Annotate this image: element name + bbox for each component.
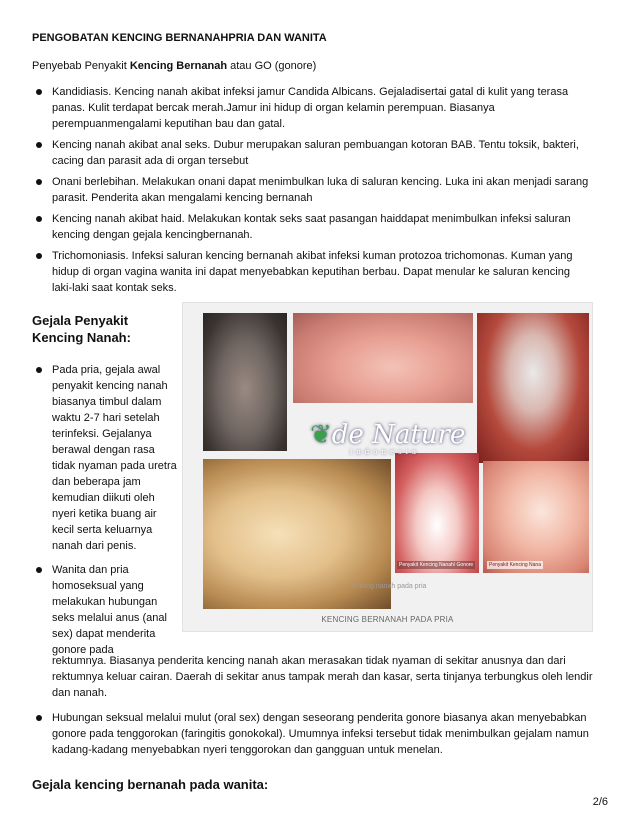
intro-prefix: Penyebab Penyakit [32, 60, 130, 72]
intro-line [32, 60, 316, 72]
photo-6 [483, 461, 589, 573]
photo-5-label: Penyakit Kencing Nanah/ Gonore [399, 562, 474, 568]
symptoms-continued: rektumnya. Biasanya penderita kencing nanah akan merasakan tidak nyaman di sekitar anusnya dan dari rektumnya keluar cairan. Daerah di sekitar anus tampak merah dan kasar, serta tinjanya terbungkus oleh lendir dan nanah. [52, 655, 593, 699]
list-item: Pada pria, gejala awal penyakit kencing nanah biasanya timbul dalam waktu 2-7 hari setelah terinfeksi. Gejalanya berawal dengan rasa tidak nyaman pada uretra dan beberapa jam kemudian diikuti oleh nyeri ketika buang air kecil serta keluarnya nanah dari penis. [32, 362, 180, 554]
symptoms-left-list [32, 362, 180, 666]
document-title: PENGOBATAN KENCING BERNANAHPRIA DAN WANITA [32, 32, 327, 44]
women-heading: Gejala kencing bernanah pada wanita: [32, 777, 269, 792]
list-item: Wanita dan pria homoseksual yang melakukan hubungan seks melalui anus (anal sex) dapat menderita gonore pada [32, 562, 180, 658]
list-item: Kencing nanah akibat haid. Melakukan kontak seks saat pasangan haiddapat menimbulkan infeksi saluran kencing dengan gejala kencingbernanah. [32, 211, 592, 243]
page-number: 2/6 [592, 796, 608, 808]
leaf-icon: ❦ [310, 420, 332, 450]
list-item: Onani berlebihan. Melakukan onani dapat menimbulkan luka di saluran kencing. Luka ini akan menjadi sarang parasit. Penderita akan mengalami kencing bernanah [32, 174, 592, 206]
figure-caption-small: Kencing nanah pada pria [348, 583, 427, 590]
intro-suffix: atau GO (gonore) [227, 60, 317, 72]
list-item: Kandidiasis. Kencing nanah akibat infeksi jamur Candida Albicans. Gejaladisertai gatal di kulit yang terasa panas. Kulit terdapat bercak merah.Jamur ini hidup di organ kelamin perempuan. Biasanya perempuanmengalami keputihan bau dan gatal. [32, 84, 592, 132]
symptoms-heading: Gejala Penyakit Kencing Nanah: [32, 313, 131, 345]
intro-bold: Kencing Bernanah [129, 60, 228, 72]
photo-3 [477, 313, 589, 463]
symptoms-bottom-list [32, 710, 602, 758]
figure-collage [182, 302, 593, 632]
photo-5 [395, 453, 479, 573]
list-item: Trichomoniasis. Infeksi saluran kencing bernanah akibat infeksi kuman protozoa trichomonas. Kuman yang hidup di organ vagina wanita ini dapat menyebabkan keputihan berbau. Dapat menular ke saluran kencing laki-laki saat kontak seks. [32, 248, 592, 296]
causes-list [32, 84, 592, 301]
photo-1 [203, 313, 287, 451]
watermark-logo [310, 420, 465, 456]
list-item: Hubungan seksual melalui mulut (oral sex) dengan seseorang penderita gonore biasanya akan menyebabkan gonore pada tenggorokan (faringitis gonokokal). Umumnya infeksi tersebut tidak menimbulkan gejalam namun kadang-kadang menyebabkan nyeri tenggorokan dan gangguan untuk menelan. [32, 710, 602, 758]
figure-caption: KENCING BERNANAH PADA PRIA [321, 615, 454, 624]
photo-2 [293, 313, 473, 403]
logo-main: de Nature [331, 420, 466, 450]
photo-6-label: Penyakit Kencing Nana [489, 562, 541, 568]
logo-sub: indonesia [350, 448, 421, 456]
list-item: Kencing nanah akibat anal seks. Dubur merupakan saluran pembuangan kotoran BAB. Tentu toksik, bakteri, cacing dan parasit ada di organ tersebut [32, 137, 592, 169]
